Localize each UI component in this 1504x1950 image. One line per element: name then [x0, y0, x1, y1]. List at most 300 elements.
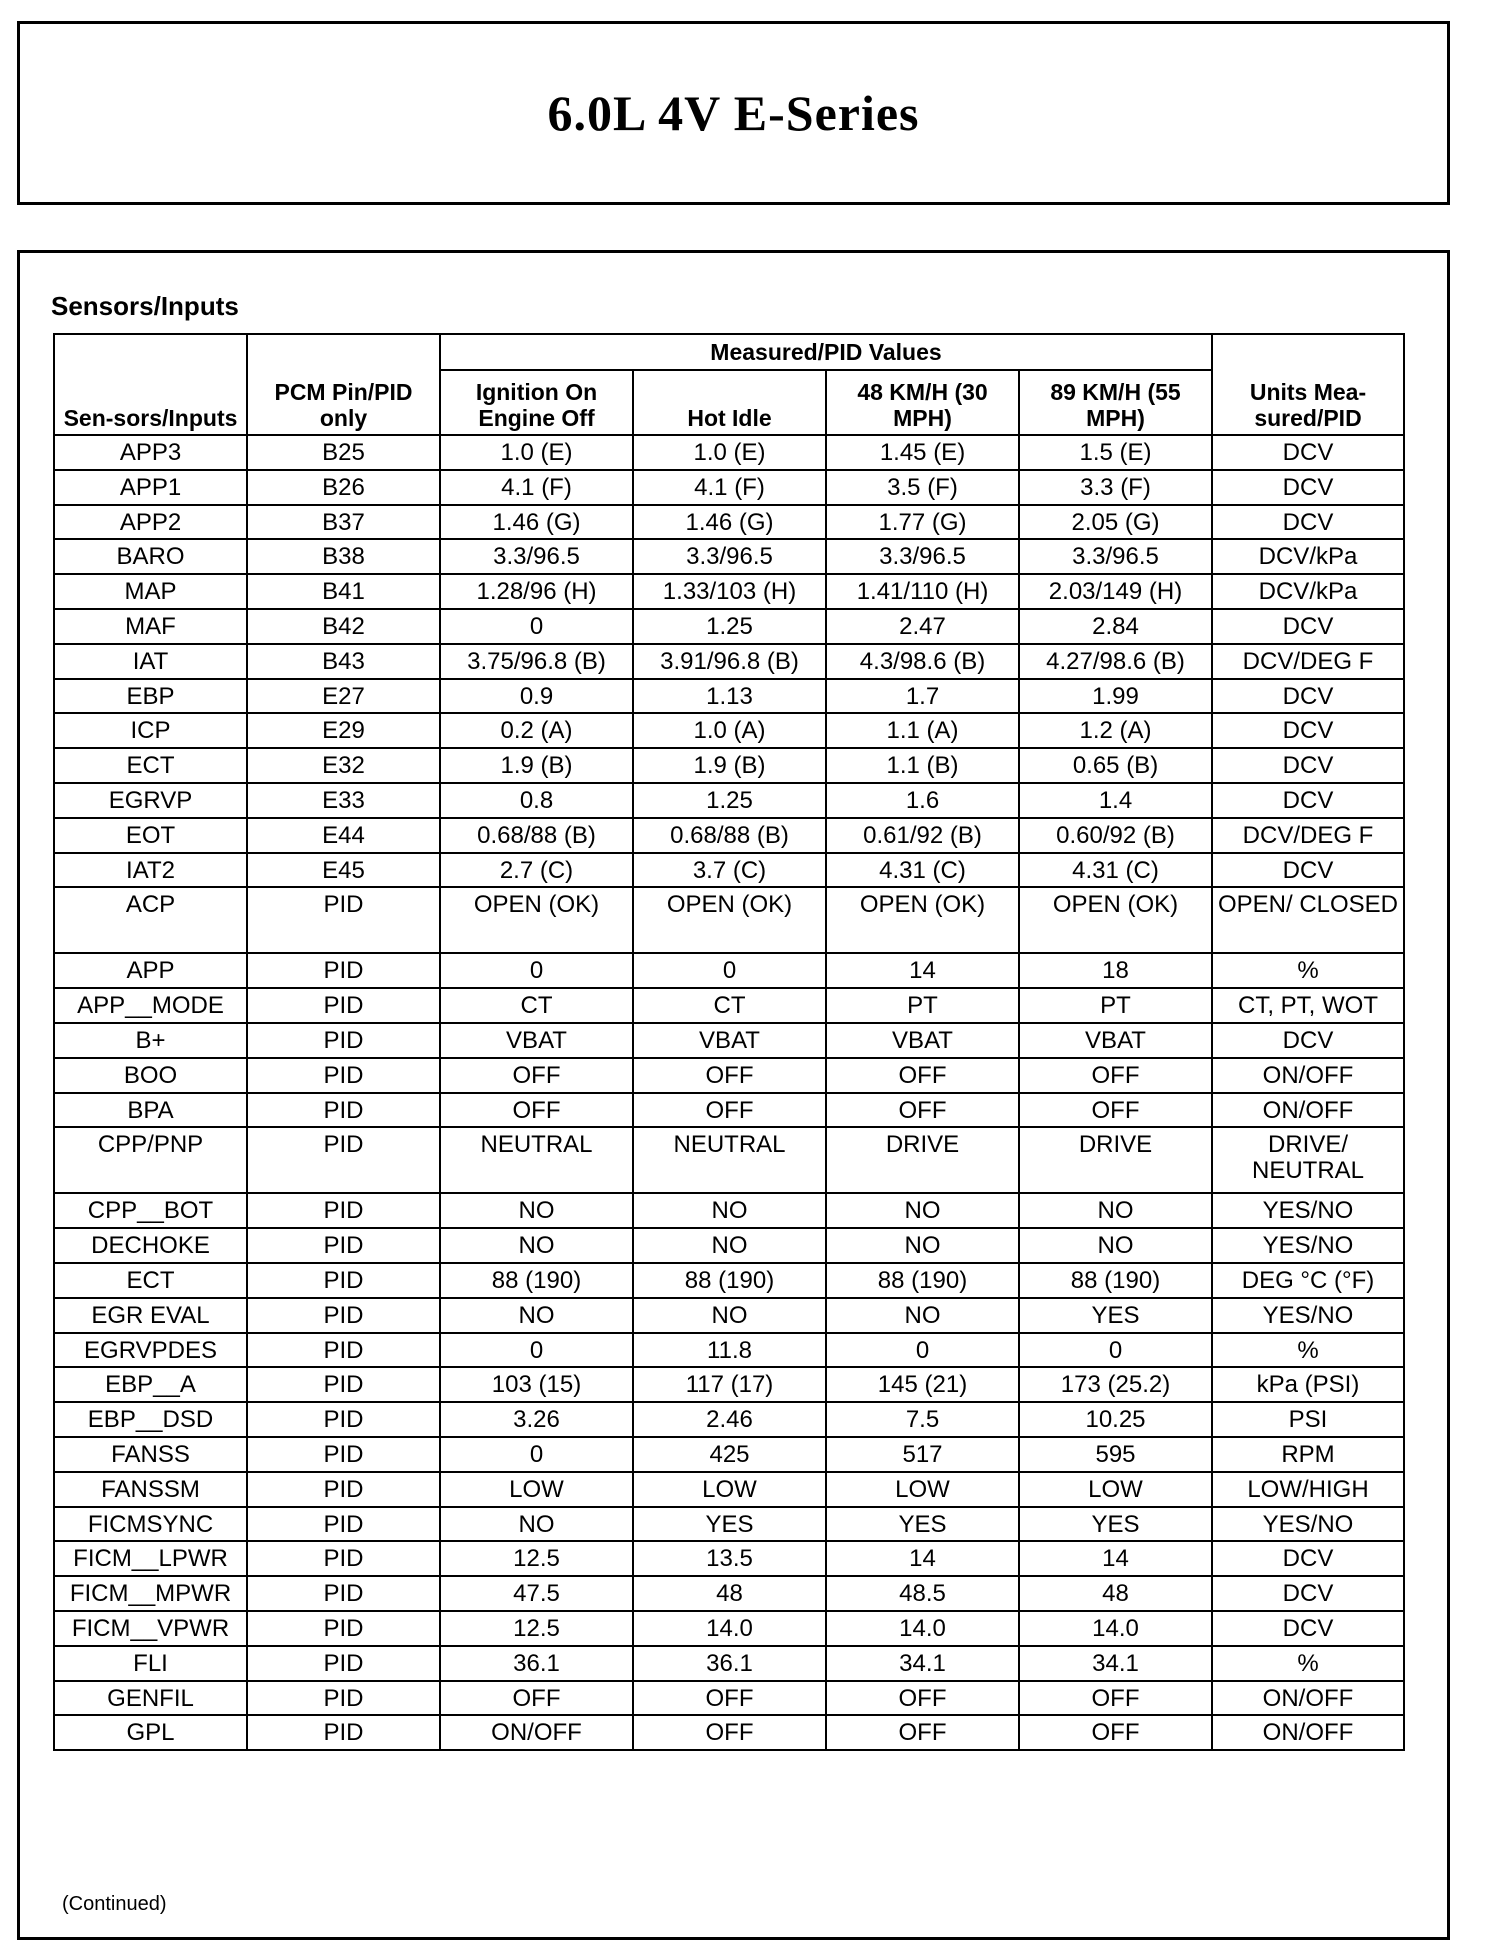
- hot-idle-value: 14.0: [633, 1611, 826, 1646]
- units: DCV/DEG F: [1212, 644, 1404, 679]
- sensor-name: EGRVP: [54, 783, 247, 818]
- kmh89-value: 2.03/149 (H): [1019, 574, 1212, 609]
- ignition-on-value: 0: [440, 609, 633, 644]
- kmh89-value: OPEN (OK): [1019, 887, 1212, 953]
- table-row: [54, 1333, 1404, 1368]
- kmh48-value: 1.77 (G): [826, 505, 1019, 540]
- kmh48-value: PT: [826, 988, 1019, 1023]
- table-row: [54, 988, 1404, 1023]
- units: YES/NO: [1212, 1228, 1404, 1263]
- table-row: [54, 1646, 1404, 1681]
- header-ignition-on: Ignition On Engine Off: [440, 370, 633, 435]
- kmh89-value: OFF: [1019, 1093, 1212, 1128]
- kmh89-value: 173 (25.2): [1019, 1367, 1212, 1402]
- units: DCV/kPa: [1212, 574, 1404, 609]
- header-measured-pid-values: Measured/PID Values: [440, 334, 1212, 370]
- table-row: [54, 1402, 1404, 1437]
- table-row: [54, 853, 1404, 888]
- units: DEG °C (°F): [1212, 1263, 1404, 1298]
- sensor-name: FLI: [54, 1646, 247, 1681]
- kmh89-value: 2.05 (G): [1019, 505, 1212, 540]
- ignition-on-value: 0: [440, 953, 633, 988]
- pcm-pin: PID: [247, 988, 440, 1023]
- kmh48-value: VBAT: [826, 1023, 1019, 1058]
- ignition-on-value: OFF: [440, 1681, 633, 1716]
- units: ON/OFF: [1212, 1093, 1404, 1128]
- pcm-pin: PID: [247, 1437, 440, 1472]
- sensor-name: GENFIL: [54, 1681, 247, 1716]
- ignition-on-value: 0.2 (A): [440, 713, 633, 748]
- pcm-pin: B26: [247, 470, 440, 505]
- ignition-on-value: NO: [440, 1298, 633, 1333]
- kmh89-value: 1.2 (A): [1019, 713, 1212, 748]
- hot-idle-value: NO: [633, 1228, 826, 1263]
- ignition-on-value: 0.9: [440, 679, 633, 714]
- kmh48-value: 1.6: [826, 783, 1019, 818]
- units: CT, PT, WOT: [1212, 988, 1404, 1023]
- units: LOW/HIGH: [1212, 1472, 1404, 1507]
- units: DCV: [1212, 783, 1404, 818]
- hot-idle-value: OFF: [633, 1093, 826, 1128]
- table-row: [54, 953, 1404, 988]
- table-row: [54, 470, 1404, 505]
- table-row: [54, 505, 1404, 540]
- sensor-name: FICM__LPWR: [54, 1541, 247, 1576]
- hot-idle-value: 1.0 (A): [633, 713, 826, 748]
- pcm-pin: PID: [247, 1541, 440, 1576]
- hot-idle-value: NO: [633, 1193, 826, 1228]
- hot-idle-value: 425: [633, 1437, 826, 1472]
- ignition-on-value: 47.5: [440, 1576, 633, 1611]
- pcm-pin: PID: [247, 1576, 440, 1611]
- hot-idle-value: NEUTRAL: [633, 1127, 826, 1193]
- table-row: [54, 818, 1404, 853]
- ignition-on-value: 12.5: [440, 1541, 633, 1576]
- pcm-pin: PID: [247, 1507, 440, 1542]
- kmh89-value: 1.5 (E): [1019, 435, 1212, 470]
- page-title: 6.0L 4V E-Series: [547, 85, 920, 141]
- table-row: [54, 609, 1404, 644]
- units: DCV: [1212, 853, 1404, 888]
- hot-idle-value: 3.91/96.8 (B): [633, 644, 826, 679]
- kmh48-value: 1.7: [826, 679, 1019, 714]
- units: PSI: [1212, 1402, 1404, 1437]
- kmh89-value: 1.4: [1019, 783, 1212, 818]
- ignition-on-value: NO: [440, 1228, 633, 1263]
- units: DCV: [1212, 1576, 1404, 1611]
- pcm-pin: PID: [247, 1472, 440, 1507]
- pcm-pin: PID: [247, 1193, 440, 1228]
- sensors-table: [53, 333, 1405, 1751]
- kmh89-value: 88 (190): [1019, 1263, 1212, 1298]
- kmh48-value: 34.1: [826, 1646, 1019, 1681]
- table-row: [54, 1367, 1404, 1402]
- kmh89-value: OFF: [1019, 1715, 1212, 1750]
- kmh48-value: 7.5: [826, 1402, 1019, 1437]
- sensor-name: EBP__A: [54, 1367, 247, 1402]
- units: DRIVE/ NEUTRAL: [1212, 1127, 1404, 1193]
- ignition-on-value: 2.7 (C): [440, 853, 633, 888]
- kmh89-value: 10.25: [1019, 1402, 1212, 1437]
- sensor-name: FICM__MPWR: [54, 1576, 247, 1611]
- sensor-name: EBP: [54, 679, 247, 714]
- ignition-on-value: 3.26: [440, 1402, 633, 1437]
- pcm-pin: PID: [247, 1681, 440, 1716]
- pcm-pin: E44: [247, 818, 440, 853]
- sensor-name: GPL: [54, 1715, 247, 1750]
- sensor-name: FANSSM: [54, 1472, 247, 1507]
- units: OPEN/ CLOSED: [1212, 887, 1404, 953]
- kmh89-value: 595: [1019, 1437, 1212, 1472]
- pcm-pin: PID: [247, 1228, 440, 1263]
- hot-idle-value: 1.25: [633, 783, 826, 818]
- hot-idle-value: YES: [633, 1507, 826, 1542]
- table-row: [54, 679, 1404, 714]
- kmh89-value: 0.60/92 (B): [1019, 818, 1212, 853]
- table-row: [54, 1298, 1404, 1333]
- sensor-name: CPP__BOT: [54, 1193, 247, 1228]
- units: DCV: [1212, 505, 1404, 540]
- sensor-name: APP__MODE: [54, 988, 247, 1023]
- sensor-name: EOT: [54, 818, 247, 853]
- sensor-name: DECHOKE: [54, 1228, 247, 1263]
- pcm-pin: PID: [247, 1298, 440, 1333]
- sensor-name: FICM__VPWR: [54, 1611, 247, 1646]
- table-row: [54, 1127, 1404, 1193]
- units: ON/OFF: [1212, 1715, 1404, 1750]
- sensor-name: APP: [54, 953, 247, 988]
- ignition-on-value: 36.1: [440, 1646, 633, 1681]
- table-row: [54, 1228, 1404, 1263]
- pcm-pin: PID: [247, 1715, 440, 1750]
- hot-idle-value: 3.3/96.5: [633, 539, 826, 574]
- kmh48-value: 3.3/96.5: [826, 539, 1019, 574]
- kmh89-value: 0: [1019, 1333, 1212, 1368]
- table-row: [54, 1715, 1404, 1750]
- table-row: [54, 1507, 1404, 1542]
- kmh48-value: YES: [826, 1507, 1019, 1542]
- pcm-pin: PID: [247, 1402, 440, 1437]
- kmh48-value: 4.31 (C): [826, 853, 1019, 888]
- kmh48-value: OFF: [826, 1058, 1019, 1093]
- sensor-name: B+: [54, 1023, 247, 1058]
- table-row: [54, 1023, 1404, 1058]
- kmh89-value: 3.3 (F): [1019, 470, 1212, 505]
- sensor-name: BPA: [54, 1093, 247, 1128]
- ignition-on-value: 12.5: [440, 1611, 633, 1646]
- kmh48-value: NO: [826, 1193, 1019, 1228]
- hot-idle-value: 2.46: [633, 1402, 826, 1437]
- kmh48-value: OPEN (OK): [826, 887, 1019, 953]
- pcm-pin: E29: [247, 713, 440, 748]
- table-row: [54, 1611, 1404, 1646]
- units: %: [1212, 953, 1404, 988]
- sensor-name: FANSS: [54, 1437, 247, 1472]
- kmh48-value: NO: [826, 1228, 1019, 1263]
- ignition-on-value: 1.0 (E): [440, 435, 633, 470]
- kmh48-value: 14: [826, 953, 1019, 988]
- table-row: [54, 1541, 1404, 1576]
- units: DCV/DEG F: [1212, 818, 1404, 853]
- pcm-pin: E27: [247, 679, 440, 714]
- sensor-name: EGR EVAL: [54, 1298, 247, 1333]
- kmh89-value: 4.27/98.6 (B): [1019, 644, 1212, 679]
- hot-idle-value: OFF: [633, 1058, 826, 1093]
- header-hot-idle: Hot Idle: [633, 370, 826, 435]
- units: DCV: [1212, 470, 1404, 505]
- units: ON/OFF: [1212, 1058, 1404, 1093]
- table-row: [54, 1193, 1404, 1228]
- kmh89-value: 14.0: [1019, 1611, 1212, 1646]
- pcm-pin: B37: [247, 505, 440, 540]
- hot-idle-value: OFF: [633, 1681, 826, 1716]
- kmh89-value: 14: [1019, 1541, 1212, 1576]
- units: DCV: [1212, 435, 1404, 470]
- ignition-on-value: 4.1 (F): [440, 470, 633, 505]
- hot-idle-value: LOW: [633, 1472, 826, 1507]
- hot-idle-value: NO: [633, 1298, 826, 1333]
- kmh89-value: PT: [1019, 988, 1212, 1023]
- hot-idle-value: 4.1 (F): [633, 470, 826, 505]
- pcm-pin: E45: [247, 853, 440, 888]
- hot-idle-value: 3.7 (C): [633, 853, 826, 888]
- pcm-pin: PID: [247, 1023, 440, 1058]
- ignition-on-value: 103 (15): [440, 1367, 633, 1402]
- ignition-on-value: NEUTRAL: [440, 1127, 633, 1193]
- table-row: [54, 1058, 1404, 1093]
- units: DCV: [1212, 679, 1404, 714]
- ignition-on-value: NO: [440, 1193, 633, 1228]
- hot-idle-value: 13.5: [633, 1541, 826, 1576]
- sensor-name: EBP__DSD: [54, 1402, 247, 1437]
- pcm-pin: PID: [247, 1058, 440, 1093]
- kmh89-value: DRIVE: [1019, 1127, 1212, 1193]
- hot-idle-value: 11.8: [633, 1333, 826, 1368]
- kmh89-value: 34.1: [1019, 1646, 1212, 1681]
- ignition-on-value: 1.9 (B): [440, 748, 633, 783]
- sensor-name: BARO: [54, 539, 247, 574]
- kmh89-value: VBAT: [1019, 1023, 1212, 1058]
- section-title: Sensors/Inputs: [51, 291, 239, 321]
- ignition-on-value: NO: [440, 1507, 633, 1542]
- kmh48-value: 4.3/98.6 (B): [826, 644, 1019, 679]
- sensor-name: APP3: [54, 435, 247, 470]
- ignition-on-value: 3.75/96.8 (B): [440, 644, 633, 679]
- ignition-on-value: CT: [440, 988, 633, 1023]
- kmh89-value: YES: [1019, 1507, 1212, 1542]
- ignition-on-value: 1.28/96 (H): [440, 574, 633, 609]
- kmh89-value: 0.65 (B): [1019, 748, 1212, 783]
- sensor-name: IAT2: [54, 853, 247, 888]
- hot-idle-value: 88 (190): [633, 1263, 826, 1298]
- ignition-on-value: 3.3/96.5: [440, 539, 633, 574]
- kmh48-value: 0.61/92 (B): [826, 818, 1019, 853]
- table-row: [54, 1472, 1404, 1507]
- table-row: [54, 574, 1404, 609]
- kmh48-value: 1.41/110 (H): [826, 574, 1019, 609]
- kmh48-value: 14: [826, 1541, 1019, 1576]
- kmh48-value: 517: [826, 1437, 1019, 1472]
- units: %: [1212, 1333, 1404, 1368]
- ignition-on-value: OFF: [440, 1093, 633, 1128]
- kmh48-value: 3.5 (F): [826, 470, 1019, 505]
- table-row: [54, 1681, 1404, 1716]
- pcm-pin: PID: [247, 1333, 440, 1368]
- units: kPa (PSI): [1212, 1367, 1404, 1402]
- kmh48-value: OFF: [826, 1093, 1019, 1128]
- units: DCV: [1212, 1611, 1404, 1646]
- ignition-on-value: ON/OFF: [440, 1715, 633, 1750]
- table-row: [54, 1263, 1404, 1298]
- units: RPM: [1212, 1437, 1404, 1472]
- pcm-pin: PID: [247, 887, 440, 953]
- kmh89-value: OFF: [1019, 1058, 1212, 1093]
- ignition-on-value: OFF: [440, 1058, 633, 1093]
- ignition-on-value: 0: [440, 1437, 633, 1472]
- pcm-pin: PID: [247, 1127, 440, 1193]
- hot-idle-value: 36.1: [633, 1646, 826, 1681]
- hot-idle-value: OFF: [633, 1715, 826, 1750]
- kmh48-value: 48.5: [826, 1576, 1019, 1611]
- units: DCV: [1212, 609, 1404, 644]
- units: YES/NO: [1212, 1507, 1404, 1542]
- header-89kmh: 89 KM/H (55 MPH): [1019, 370, 1212, 435]
- title-box: [17, 21, 1450, 205]
- ignition-on-value: OPEN (OK): [440, 887, 633, 953]
- ignition-on-value: LOW: [440, 1472, 633, 1507]
- table-row: [54, 748, 1404, 783]
- kmh89-value: OFF: [1019, 1681, 1212, 1716]
- pcm-pin: B38: [247, 539, 440, 574]
- sensor-name: ECT: [54, 748, 247, 783]
- table-row: [54, 435, 1404, 470]
- header-sensors-inputs: Sen-sors/Inputs: [54, 334, 247, 435]
- ignition-on-value: 88 (190): [440, 1263, 633, 1298]
- kmh89-value: LOW: [1019, 1472, 1212, 1507]
- kmh89-value: 2.84: [1019, 609, 1212, 644]
- sensor-name: ECT: [54, 1263, 247, 1298]
- kmh48-value: NO: [826, 1298, 1019, 1333]
- kmh48-value: OFF: [826, 1681, 1019, 1716]
- pcm-pin: PID: [247, 1646, 440, 1681]
- pcm-pin: PID: [247, 953, 440, 988]
- kmh89-value: NO: [1019, 1193, 1212, 1228]
- ignition-on-value: VBAT: [440, 1023, 633, 1058]
- pcm-pin: B43: [247, 644, 440, 679]
- header-48kmh: 48 KM/H (30 MPH): [826, 370, 1019, 435]
- header-units: Units Mea-sured/PID: [1212, 334, 1404, 435]
- kmh89-value: 48: [1019, 1576, 1212, 1611]
- units: DCV: [1212, 1023, 1404, 1058]
- hot-idle-value: VBAT: [633, 1023, 826, 1058]
- sensor-name: CPP/PNP: [54, 1127, 247, 1193]
- hot-idle-value: 1.0 (E): [633, 435, 826, 470]
- units: DCV: [1212, 748, 1404, 783]
- kmh48-value: LOW: [826, 1472, 1019, 1507]
- hot-idle-value: 1.13: [633, 679, 826, 714]
- kmh48-value: 1.1 (A): [826, 713, 1019, 748]
- hot-idle-value: 1.9 (B): [633, 748, 826, 783]
- table-row: [54, 1576, 1404, 1611]
- ignition-on-value: 0.8: [440, 783, 633, 818]
- sensor-name: ACP: [54, 887, 247, 953]
- kmh48-value: 1.45 (E): [826, 435, 1019, 470]
- continued-note: (Continued): [62, 1893, 167, 1915]
- pcm-pin: PID: [247, 1093, 440, 1128]
- table-row: [54, 644, 1404, 679]
- kmh48-value: OFF: [826, 1715, 1019, 1750]
- sensor-name: EGRVPDES: [54, 1333, 247, 1368]
- header-pcm-pin: PCM Pin/PID only: [247, 334, 440, 435]
- units: YES/NO: [1212, 1298, 1404, 1333]
- sensor-name: BOO: [54, 1058, 247, 1093]
- kmh89-value: 3.3/96.5: [1019, 539, 1212, 574]
- kmh48-value: 88 (190): [826, 1263, 1019, 1298]
- table-row: [54, 783, 1404, 818]
- table-row: [54, 887, 1404, 953]
- kmh48-value: 145 (21): [826, 1367, 1019, 1402]
- sensor-name: APP2: [54, 505, 247, 540]
- ignition-on-value: 1.46 (G): [440, 505, 633, 540]
- kmh89-value: 18: [1019, 953, 1212, 988]
- hot-idle-value: OPEN (OK): [633, 887, 826, 953]
- pcm-pin: B42: [247, 609, 440, 644]
- hot-idle-value: CT: [633, 988, 826, 1023]
- hot-idle-value: 117 (17): [633, 1367, 826, 1402]
- sensor-name: MAP: [54, 574, 247, 609]
- hot-idle-value: 1.25: [633, 609, 826, 644]
- pcm-pin: B25: [247, 435, 440, 470]
- hot-idle-value: 1.46 (G): [633, 505, 826, 540]
- table-row: [54, 1437, 1404, 1472]
- kmh89-value: 4.31 (C): [1019, 853, 1212, 888]
- sensor-name: FICMSYNC: [54, 1507, 247, 1542]
- ignition-on-value: 0.68/88 (B): [440, 818, 633, 853]
- sensor-name: IAT: [54, 644, 247, 679]
- pcm-pin: PID: [247, 1611, 440, 1646]
- units: ON/OFF: [1212, 1681, 1404, 1716]
- sensor-name: ICP: [54, 713, 247, 748]
- table-row: [54, 539, 1404, 574]
- kmh48-value: DRIVE: [826, 1127, 1019, 1193]
- kmh48-value: 2.47: [826, 609, 1019, 644]
- units: DCV/kPa: [1212, 539, 1404, 574]
- sensor-name: APP1: [54, 470, 247, 505]
- pcm-pin: B41: [247, 574, 440, 609]
- kmh89-value: 1.99: [1019, 679, 1212, 714]
- kmh89-value: NO: [1019, 1228, 1212, 1263]
- hot-idle-value: 0: [633, 953, 826, 988]
- ignition-on-value: 0: [440, 1333, 633, 1368]
- pcm-pin: PID: [247, 1263, 440, 1298]
- hot-idle-value: 48: [633, 1576, 826, 1611]
- table-row: [54, 713, 1404, 748]
- units: %: [1212, 1646, 1404, 1681]
- pcm-pin: PID: [247, 1367, 440, 1402]
- kmh48-value: 1.1 (B): [826, 748, 1019, 783]
- units: DCV: [1212, 1541, 1404, 1576]
- kmh48-value: 14.0: [826, 1611, 1019, 1646]
- pcm-pin: E32: [247, 748, 440, 783]
- sensor-name: MAF: [54, 609, 247, 644]
- units: DCV: [1212, 713, 1404, 748]
- units: YES/NO: [1212, 1193, 1404, 1228]
- pcm-pin: E33: [247, 783, 440, 818]
- hot-idle-value: 0.68/88 (B): [633, 818, 826, 853]
- hot-idle-value: 1.33/103 (H): [633, 574, 826, 609]
- table-row: [54, 1093, 1404, 1128]
- kmh89-value: YES: [1019, 1298, 1212, 1333]
